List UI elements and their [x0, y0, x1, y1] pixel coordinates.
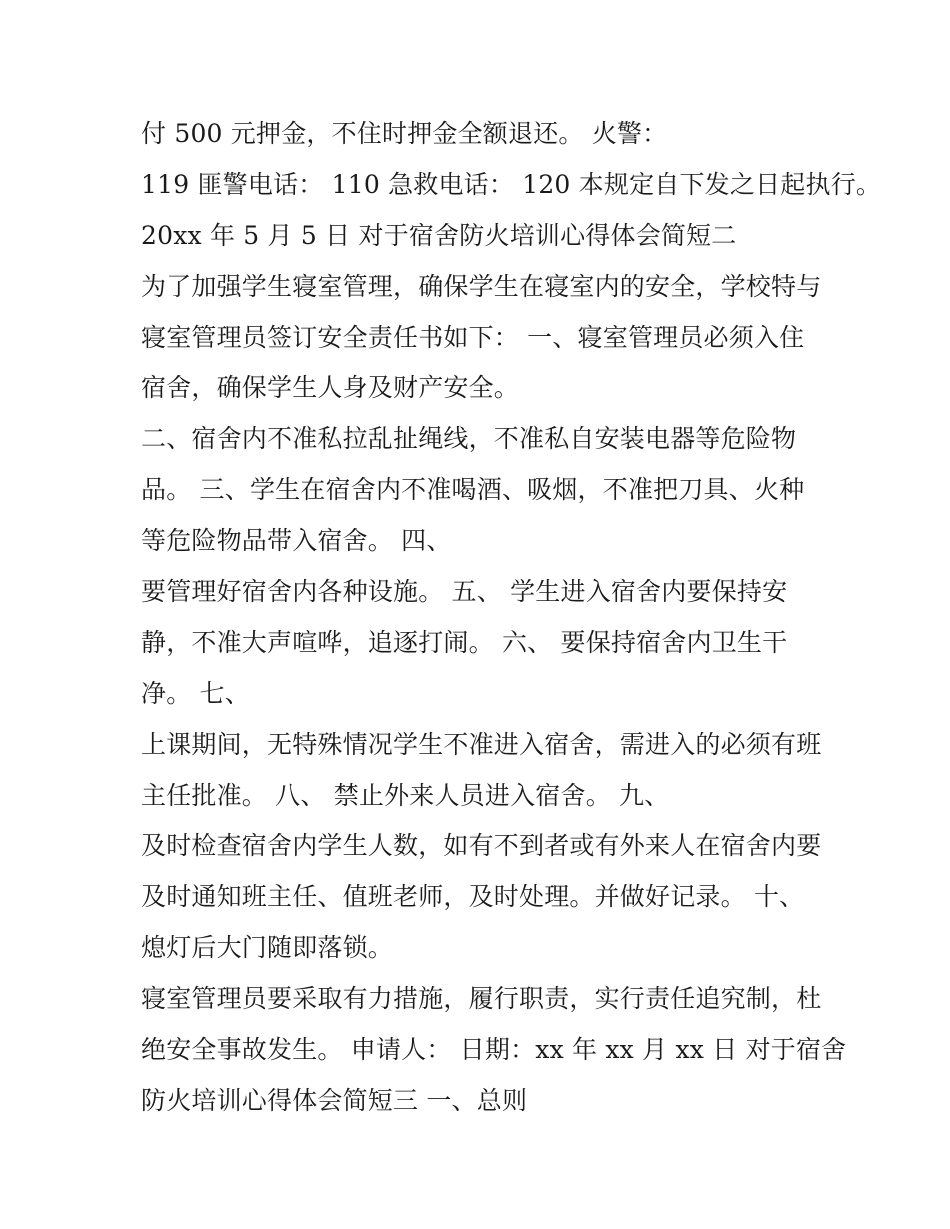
text-line: 及时通知班主任、值班老师，及时处理。并做好记录。 十、 [141, 882, 805, 912]
text-line: 静，不准大声喧哗，追逐打闹。 六、 要保持宿舍内卫生干 [141, 627, 788, 657]
text-line: 要管理好宿舍内各种设施。 五、 学生进入宿舍内要保持安 [141, 577, 788, 607]
text-line: 上课期间，无特殊情况学生不准进入宿舍，需进入的必须有班 [141, 729, 822, 759]
text-line: 119 匪警电话： 110 急救电话： 120 本规定自下发之日起执行。 [141, 169, 882, 199]
text-line: 等危险物品带入宿舍。 四、 [141, 526, 452, 556]
document-body [141, 109, 882, 1127]
text-line: 品。 三、学生在宿舍内不准喝酒、吸烟，不准把刀具、火种 [141, 475, 805, 505]
text-line: 净。 七、 [141, 678, 250, 708]
text-line: 寝室管理员签订安全责任书如下： 一、寝室管理员必须入住 [141, 322, 805, 352]
text-line: 宿舍，确保学生人身及财产安全。 [141, 373, 520, 403]
text-line: 为了加强学生寝室管理，确保学生在寝室内的安全，学校特与 [141, 271, 822, 301]
text-line: 付 500 元押金，不住时押金全额退还。 火警： [141, 119, 668, 148]
text-line: 及时检查宿舍内学生人数，如有不到者或有外来人在宿舍内要 [141, 831, 822, 861]
text-line: 主任批准。 八、 禁止外来人员进入宿舍。 九、 [141, 780, 670, 810]
text-line: 20xx 年 5 月 5 日 对于宿舍防火培训心得体会简短二 [141, 220, 737, 250]
text-line: 防火培训心得体会简短三 一、总则 [141, 1085, 528, 1115]
text-line: 寝室管理员要采取有力措施，履行职责，实行责任追究制，杜 [141, 984, 822, 1014]
text-line: 二、宿舍内不准私拉乱扯绳线，不准私自安装电器等危险物 [141, 424, 797, 454]
text-line: 熄灯后大门随即落锁。 [141, 933, 394, 963]
text-line: 绝安全事故发生。 申请人： 日期：xx 年 xx 月 xx 日 对于宿舍 [141, 1035, 847, 1065]
